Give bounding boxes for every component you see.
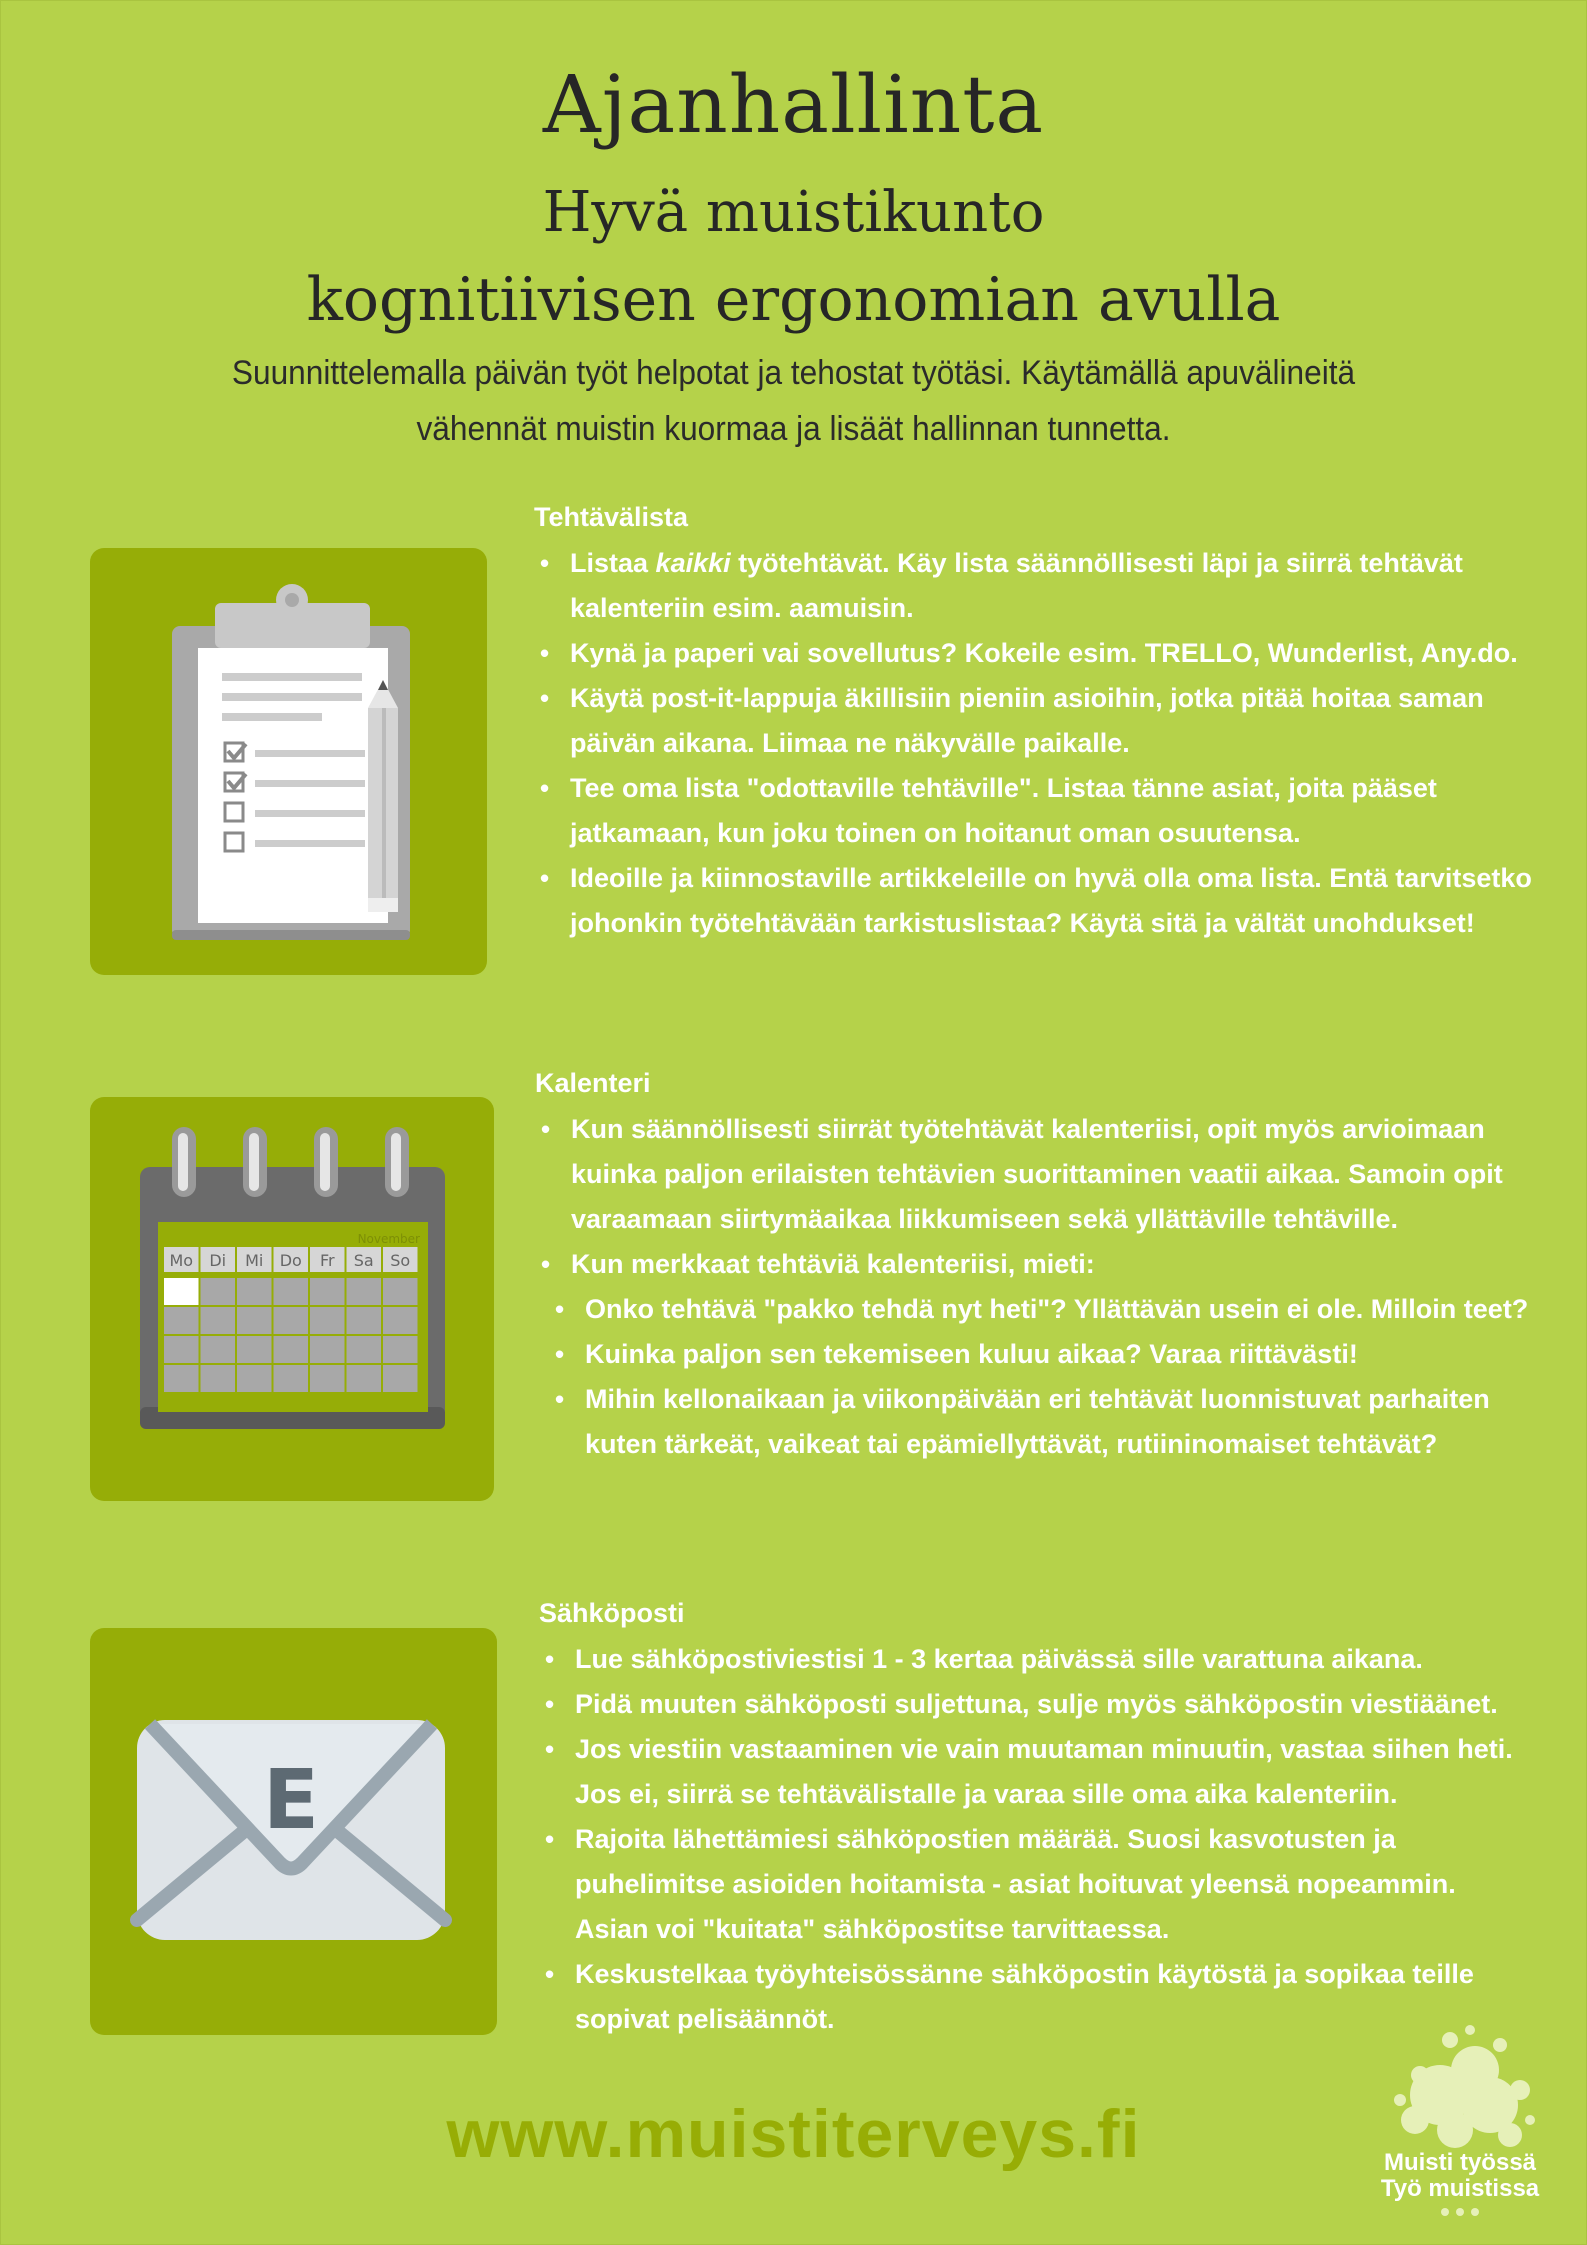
calendar-sublist [535,1287,1555,1467]
calendar-cell [201,1307,236,1334]
email-heading: Sähköposti [539,1598,685,1628]
calendar-day-label: So [390,1251,411,1270]
calendar-month-label: November [357,1232,420,1246]
calendar-cell [347,1278,382,1305]
list-item [534,541,1534,631]
calendar-cell [274,1336,309,1363]
list-item: • Ideoille ja kiinnostaville artikkeleille on hyvä olla oma lista. Entä tarvitsetko johonkin työtehtävään tarkistuslistaa? Käytä sitä ja vältät unohdukset! [534,856,1534,946]
list-item: • Onko tehtävä "pakko tehdä nyt heti"? Yllättävän usein ei ole. Milloin teet? [535,1287,1555,1332]
email-list [539,1637,1519,2042]
list-item: • Mihin kellonaikaan ja viikonpäivään eri tehtävät luonnistuvat parhaiten kuten tärkeät, vaikeat tai epämiellyttävät, rutiininomaiset tehtävät? [535,1377,1555,1467]
list-item: • Rajoita lähettämiesi sähköpostien määrää. Suosi kasvotusten ja puhelimitse asioiden hoitamista - asiat hoituvat yleensä nopeammin. Asian voi "kuitata" sähköpostitse tarvittaessa. [539,1817,1519,1952]
section-email [539,1598,1519,2042]
calendar-cell [310,1278,345,1305]
calendar-today-cell [164,1278,199,1305]
calendar-cell [383,1336,418,1363]
calendar-cell [383,1278,418,1305]
envelope-icon-box [90,1628,497,2035]
calendar-cell [347,1336,382,1363]
calendar-cell [310,1336,345,1363]
calendar-day-label: Mo [169,1251,194,1270]
list-item: • Lue sähköpostiviestisi 1 - 3 kertaa päivässä sille varattuna aikana. [539,1637,1519,1682]
logo [1370,2000,1550,2230]
tasklist-heading: Tehtävälista [534,502,689,532]
calendar-cell [347,1307,382,1334]
calendar-cell [237,1278,272,1305]
calendar-cell [237,1307,272,1334]
calendar-day-label: Di [209,1251,227,1270]
intro-paragraph [167,345,1420,457]
calendar-icon [90,1097,494,1501]
calendar-heading: Kalenteri [535,1068,651,1098]
clipboard-icon [90,548,487,975]
calendar-cell [274,1307,309,1334]
envelope-icon [90,1628,497,2035]
calendar-day-label: Mi [245,1251,264,1270]
calendar-cell [201,1365,236,1392]
calendar-cell [274,1365,309,1392]
list-item: • Kuinka paljon sen tekemiseen kuluu aikaa? Varaa riittävästi! [535,1332,1555,1377]
tasklist-list [534,541,1534,946]
calendar-cell [274,1278,309,1305]
calendar-day-headers [164,1247,418,1272]
calendar-cell [310,1307,345,1334]
list-item: • Käytä post-it-lappuja äkillisiin pieniin asioihin, jotka pitää hoitaa saman päivän aikana. Liimaa ne näkyvälle paikalle. [534,676,1534,766]
calendar-cell [201,1278,236,1305]
logo-text-line2: Työ muistissa [1380,2175,1540,2202]
clipboard-icon-box [90,548,487,975]
list-item: • Tee oma lista "odottaville tehtäville". Listaa tänne asiat, joita pääset jatkamaan, kun joku toinen on hoitanut oman osuutensa. [534,766,1534,856]
list-item: • Keskustelkaa työyhteisössänne sähköpostin käytöstä ja sopikaa teille sopivat pelisäännöt. [539,1952,1519,2042]
calendar-cell [164,1307,199,1334]
website-link[interactable]: www.muistiterveys.fi [446,2096,1141,2172]
intro-line-1: Suunnittelemalla päivän työt helpotat ja tehostat työtäsi. Käytämällä apuvälineitä [231,354,1356,392]
calendar-day-label: Fr [319,1251,335,1270]
list-item: • Kynä ja paperi vai sovellutus? Kokeile esim. TRELLO, Wunderlist, Any.do. [534,631,1534,676]
calendar-cell [383,1365,418,1392]
tasklist-item-0-pre: Listaa [570,548,656,578]
calendar-icon-box [90,1097,494,1501]
calendar-cell [383,1307,418,1334]
logo-dots-icon [1370,2200,1550,2230]
list-item: • Kun merkkaat tehtäviä kalenteriisi, mieti: [535,1242,1555,1287]
calendar-cell [164,1336,199,1363]
calendar-cell [237,1365,272,1392]
calendar-cell [164,1365,199,1392]
logo-text-line1: Muisti työssä [1383,2149,1537,2176]
calendar-cell [237,1336,272,1363]
logo-bubbles-icon [1370,2000,1550,2160]
tasklist-item-0-post: työtehtävät. Käy lista säännöllisesti läpi ja siirrä tehtävät kalenteriin esim. aamuisin. [570,548,1463,623]
page-subtitle-line2: kognitiivisen ergonomian avulla [306,265,1281,335]
section-tasklist [534,502,1534,946]
tasklist-item-0-emphasis: kaikki [655,548,731,578]
list-item: • Kun säännöllisesti siirrät työtehtävät kalenteriisi, opit myös arvioimaan kuinka paljon erilaisten tehtävien suorittaminen vaatii aikaa. Samoin opit varaamaan siirtymäaikaa liikkumiseen sekä yllättäville tehtäville. [535,1107,1555,1242]
calendar-cell [310,1365,345,1392]
list-item: • Jos viestiin vastaaminen vie vain muutaman minuutin, vastaa siihen heti. Jos ei, siirrä se tehtävälistalle ja varaa sille oma aika kalenteriin. [539,1727,1519,1817]
calendar-day-label: Do [279,1251,302,1270]
calendar-list [535,1107,1555,1287]
page-title: Ajanhallinta [542,58,1045,151]
calendar-cell [347,1365,382,1392]
envelope-letter: E [262,1753,320,1848]
list-item: • Pidä muuten sähköposti suljettuna, sulje myös sähköpostin viestiäänet. [539,1682,1519,1727]
intro-line-2: vähennät muistin kuormaa ja lisäät hallinnan tunnetta. [416,410,1171,448]
page-subtitle-line1: Hyvä muistikunto [542,180,1045,245]
calendar-cell [201,1336,236,1363]
section-calendar [535,1068,1555,1467]
calendar-day-label: Sa [353,1251,374,1270]
